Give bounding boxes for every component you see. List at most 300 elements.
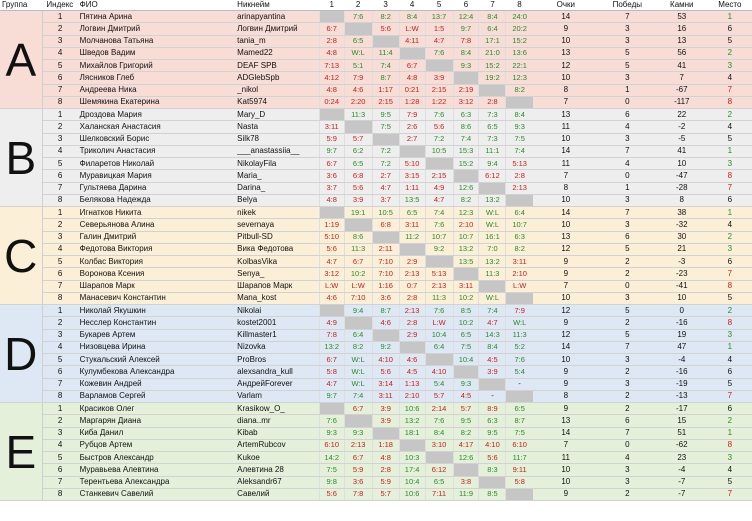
- score-cell[interactable]: [319, 207, 344, 219]
- points-cell[interactable]: 12: [533, 60, 599, 72]
- score-cell[interactable]: 3:9: [372, 415, 399, 427]
- score-cell[interactable]: 6:5: [506, 403, 533, 415]
- score-cell[interactable]: 5:7: [453, 403, 479, 415]
- wins-cell[interactable]: 2: [599, 317, 656, 329]
- score-cell[interactable]: 2:13: [425, 280, 453, 292]
- points-cell[interactable]: 12: [533, 329, 599, 341]
- wins-cell[interactable]: 4: [599, 452, 656, 464]
- score-cell[interactable]: 4:7: [425, 194, 453, 206]
- score-cell[interactable]: 14:2: [319, 452, 344, 464]
- score-cell[interactable]: [506, 96, 533, 108]
- score-cell[interactable]: 22:1: [506, 60, 533, 72]
- score-cell[interactable]: [425, 354, 453, 366]
- player-row[interactable]: [0, 464, 752, 476]
- score-cell[interactable]: 3:11: [399, 219, 425, 231]
- wins-cell[interactable]: 5: [599, 60, 656, 72]
- column-header[interactable]: Группа: [0, 0, 42, 11]
- score-cell[interactable]: 13:2: [319, 341, 344, 353]
- score-cell[interactable]: 2:20: [344, 96, 372, 108]
- points-cell[interactable]: 13: [533, 47, 599, 59]
- player-index-cell[interactable]: 4: [42, 439, 78, 451]
- score-cell[interactable]: 8:4: [506, 109, 533, 121]
- score-cell[interactable]: 4:6: [344, 84, 372, 96]
- score-cell[interactable]: 4:7: [372, 182, 399, 194]
- score-cell[interactable]: 1:11: [399, 182, 425, 194]
- score-cell[interactable]: [344, 23, 372, 35]
- score-cell[interactable]: 2:7: [399, 133, 425, 145]
- score-cell[interactable]: W:L: [344, 354, 372, 366]
- score-cell[interactable]: 6:4: [479, 23, 506, 35]
- score-cell[interactable]: 5:6: [319, 488, 344, 500]
- score-cell[interactable]: 10:4: [453, 354, 479, 366]
- score-cell[interactable]: 3:9: [479, 366, 506, 378]
- score-cell[interactable]: W:L: [506, 317, 533, 329]
- score-cell[interactable]: 6:3: [453, 109, 479, 121]
- score-cell[interactable]: 4:7: [425, 35, 453, 47]
- player-name-cell[interactable]: Кожевин Андрей: [78, 378, 236, 390]
- place-cell[interactable]: 4: [708, 219, 752, 231]
- score-cell[interactable]: 1:22: [425, 96, 453, 108]
- player-row[interactable]: [0, 170, 752, 182]
- stones-cell[interactable]: -13: [656, 390, 708, 402]
- points-cell[interactable]: 12: [533, 305, 599, 317]
- player-nick-cell[interactable]: ___anastassiia__: [235, 145, 319, 157]
- wins-cell[interactable]: 3: [599, 292, 656, 304]
- score-cell[interactable]: 5:9: [372, 476, 399, 488]
- score-cell[interactable]: 6:5: [399, 207, 425, 219]
- wins-cell[interactable]: 4: [599, 121, 656, 133]
- player-nick-cell[interactable]: Вика Федотова: [235, 243, 319, 255]
- score-cell[interactable]: 6:2: [344, 145, 372, 157]
- player-index-cell[interactable]: 6: [42, 366, 78, 378]
- column-header[interactable]: Камни: [656, 0, 708, 11]
- player-row[interactable]: [0, 292, 752, 304]
- score-cell[interactable]: 13:5: [399, 194, 425, 206]
- player-index-cell[interactable]: 5: [42, 158, 78, 170]
- player-index-cell[interactable]: 4: [42, 243, 78, 255]
- player-name-cell[interactable]: Красиков Олег: [78, 403, 236, 415]
- score-cell[interactable]: 6:7: [319, 158, 344, 170]
- player-index-cell[interactable]: 2: [42, 415, 78, 427]
- place-cell[interactable]: 5: [708, 378, 752, 390]
- stones-cell[interactable]: -47: [656, 170, 708, 182]
- place-cell[interactable]: 1: [708, 11, 752, 23]
- score-cell[interactable]: 9:4: [479, 158, 506, 170]
- score-cell[interactable]: 7:9: [399, 109, 425, 121]
- score-cell[interactable]: [506, 488, 533, 500]
- score-cell[interactable]: [344, 317, 372, 329]
- player-row[interactable]: [0, 452, 752, 464]
- score-cell[interactable]: 9:2: [425, 243, 453, 255]
- player-name-cell[interactable]: Николай Якушкин: [78, 305, 236, 317]
- stones-cell[interactable]: -4: [656, 464, 708, 476]
- wins-cell[interactable]: 5: [599, 329, 656, 341]
- points-cell[interactable]: 9: [533, 488, 599, 500]
- player-index-cell[interactable]: 5: [42, 256, 78, 268]
- score-cell[interactable]: 7:4: [372, 60, 399, 72]
- place-cell[interactable]: 8: [708, 280, 752, 292]
- score-cell[interactable]: 2:14: [425, 403, 453, 415]
- score-cell[interactable]: 8:7: [372, 305, 399, 317]
- stones-cell[interactable]: 10: [656, 292, 708, 304]
- player-nick-cell[interactable]: Kibab: [235, 427, 319, 439]
- score-cell[interactable]: 1:5: [425, 23, 453, 35]
- column-header[interactable]: Никнейм: [235, 0, 319, 11]
- player-nick-cell[interactable]: Krasikow_O_: [235, 403, 319, 415]
- score-cell[interactable]: 4:8: [319, 84, 344, 96]
- score-cell[interactable]: 12:4: [453, 11, 479, 23]
- points-cell[interactable]: 9: [533, 317, 599, 329]
- place-cell[interactable]: 4: [708, 354, 752, 366]
- player-nick-cell[interactable]: Killmaster1: [235, 329, 319, 341]
- place-cell[interactable]: 2: [708, 305, 752, 317]
- score-cell[interactable]: -: [506, 378, 533, 390]
- place-cell[interactable]: 8: [708, 317, 752, 329]
- score-cell[interactable]: 3:14: [372, 378, 399, 390]
- player-index-cell[interactable]: 3: [42, 231, 78, 243]
- wins-cell[interactable]: 3: [599, 354, 656, 366]
- player-row[interactable]: [0, 47, 752, 59]
- points-cell[interactable]: 11: [533, 121, 599, 133]
- place-cell[interactable]: 2: [708, 47, 752, 59]
- score-cell[interactable]: 5:7: [372, 488, 399, 500]
- player-nick-cell[interactable]: tania_m: [235, 35, 319, 47]
- player-row[interactable]: [0, 194, 752, 206]
- player-index-cell[interactable]: 1: [42, 305, 78, 317]
- player-name-cell[interactable]: Федотова Виктория: [78, 243, 236, 255]
- stones-cell[interactable]: 10: [656, 158, 708, 170]
- score-cell[interactable]: 10:7: [425, 231, 453, 243]
- player-index-cell[interactable]: 4: [42, 145, 78, 157]
- player-row[interactable]: [0, 317, 752, 329]
- score-cell[interactable]: [479, 84, 506, 96]
- score-cell[interactable]: 12:6: [453, 182, 479, 194]
- score-cell[interactable]: 2:8: [319, 35, 344, 47]
- score-cell[interactable]: 11:1: [479, 145, 506, 157]
- score-cell[interactable]: 7:10: [372, 268, 399, 280]
- score-cell[interactable]: 7:10: [344, 292, 372, 304]
- score-cell[interactable]: 9:3: [319, 427, 344, 439]
- score-cell[interactable]: 10:2: [453, 292, 479, 304]
- player-name-cell[interactable]: Филаретов Николай: [78, 158, 236, 170]
- score-cell[interactable]: 24:0: [506, 11, 533, 23]
- score-cell[interactable]: 8:4: [453, 47, 479, 59]
- stones-cell[interactable]: 16: [656, 23, 708, 35]
- score-cell[interactable]: 8:2: [506, 84, 533, 96]
- player-row[interactable]: [0, 23, 752, 35]
- place-cell[interactable]: 1: [708, 145, 752, 157]
- score-cell[interactable]: 6:7: [319, 354, 344, 366]
- score-cell[interactable]: 13:2: [399, 415, 425, 427]
- score-cell[interactable]: 14:3: [479, 329, 506, 341]
- player-name-cell[interactable]: Колбас Виктория: [78, 256, 236, 268]
- player-name-cell[interactable]: Шемякина Екатерина: [78, 96, 236, 108]
- score-cell[interactable]: 11:9: [453, 488, 479, 500]
- points-cell[interactable]: 9: [533, 378, 599, 390]
- player-row[interactable]: [0, 207, 752, 219]
- score-cell[interactable]: 7:13: [319, 60, 344, 72]
- score-cell[interactable]: 1:19: [319, 219, 344, 231]
- score-cell[interactable]: 3:7: [372, 194, 399, 206]
- player-row[interactable]: [0, 378, 752, 390]
- score-cell[interactable]: [399, 243, 425, 255]
- wins-cell[interactable]: 3: [599, 72, 656, 84]
- stones-cell[interactable]: 0: [656, 305, 708, 317]
- score-cell[interactable]: 8:5: [479, 488, 506, 500]
- score-cell[interactable]: 5:6: [425, 121, 453, 133]
- score-cell[interactable]: 7:4: [344, 390, 372, 402]
- player-nick-cell[interactable]: Senya_: [235, 268, 319, 280]
- place-cell[interactable]: 2: [708, 231, 752, 243]
- score-cell[interactable]: 13:2: [453, 243, 479, 255]
- player-index-cell[interactable]: 7: [42, 378, 78, 390]
- player-name-cell[interactable]: Станкевич Савелий: [78, 488, 236, 500]
- score-cell[interactable]: 3:15: [399, 170, 425, 182]
- place-cell[interactable]: 5: [708, 476, 752, 488]
- stones-cell[interactable]: 21: [656, 243, 708, 255]
- score-cell[interactable]: [506, 292, 533, 304]
- score-cell[interactable]: 6:4: [344, 329, 372, 341]
- score-cell[interactable]: 15:2: [479, 60, 506, 72]
- score-cell[interactable]: 7:5: [319, 464, 344, 476]
- score-cell[interactable]: 10:4: [399, 476, 425, 488]
- score-cell[interactable]: 10:5: [425, 145, 453, 157]
- score-cell[interactable]: 4:12: [319, 72, 344, 84]
- score-cell[interactable]: 3:12: [453, 96, 479, 108]
- wins-cell[interactable]: 5: [599, 47, 656, 59]
- stones-cell[interactable]: 41: [656, 60, 708, 72]
- score-cell[interactable]: 3:10: [425, 439, 453, 451]
- score-cell[interactable]: 6:10: [506, 439, 533, 451]
- player-row[interactable]: [0, 256, 752, 268]
- score-cell[interactable]: 7:8: [319, 329, 344, 341]
- player-name-cell[interactable]: Гультяева Дарина: [78, 182, 236, 194]
- score-cell[interactable]: 5:7: [425, 390, 453, 402]
- place-cell[interactable]: 1: [708, 207, 752, 219]
- place-cell[interactable]: 5: [708, 292, 752, 304]
- player-name-cell[interactable]: Белякова Надежда: [78, 194, 236, 206]
- player-name-cell[interactable]: Киба Данил: [78, 427, 236, 439]
- score-cell[interactable]: 4:6: [372, 317, 399, 329]
- score-cell[interactable]: 6:7: [319, 23, 344, 35]
- score-cell[interactable]: 3:7: [319, 182, 344, 194]
- player-nick-cell[interactable]: Савелий: [235, 488, 319, 500]
- score-cell[interactable]: 7:2: [425, 133, 453, 145]
- player-name-cell[interactable]: Быстров Александр: [78, 452, 236, 464]
- score-cell[interactable]: [319, 305, 344, 317]
- score-cell[interactable]: W:L: [344, 366, 372, 378]
- player-row[interactable]: [0, 329, 752, 341]
- score-cell[interactable]: 6:10: [319, 439, 344, 451]
- player-row[interactable]: [0, 72, 752, 84]
- score-cell[interactable]: 2:9: [399, 329, 425, 341]
- points-cell[interactable]: 9: [533, 23, 599, 35]
- place-cell[interactable]: 7: [708, 390, 752, 402]
- player-row[interactable]: [0, 427, 752, 439]
- player-index-cell[interactable]: 4: [42, 47, 78, 59]
- score-cell[interactable]: 11:3: [479, 268, 506, 280]
- score-cell[interactable]: 19:1: [344, 207, 372, 219]
- score-cell[interactable]: 7:3: [479, 109, 506, 121]
- place-cell[interactable]: 4: [708, 464, 752, 476]
- score-cell[interactable]: 2:13: [506, 182, 533, 194]
- player-name-cell[interactable]: Дроздова Мария: [78, 109, 236, 121]
- player-row[interactable]: [0, 354, 752, 366]
- score-cell[interactable]: 5:10: [399, 158, 425, 170]
- score-cell[interactable]: 0:7: [399, 280, 425, 292]
- score-cell[interactable]: 5:2: [506, 341, 533, 353]
- player-nick-cell[interactable]: АндрейForever: [235, 378, 319, 390]
- place-cell[interactable]: 8: [708, 96, 752, 108]
- score-cell[interactable]: 7:5: [506, 133, 533, 145]
- points-cell[interactable]: 11: [533, 452, 599, 464]
- player-row[interactable]: [0, 84, 752, 96]
- score-cell[interactable]: 7:6: [506, 354, 533, 366]
- score-cell[interactable]: 6:3: [479, 415, 506, 427]
- score-cell[interactable]: 7:6: [425, 219, 453, 231]
- points-cell[interactable]: 13: [533, 415, 599, 427]
- score-cell[interactable]: 8:9: [479, 403, 506, 415]
- score-cell[interactable]: [344, 415, 372, 427]
- score-cell[interactable]: 2:6: [399, 121, 425, 133]
- score-cell[interactable]: L:W: [344, 280, 372, 292]
- score-cell[interactable]: 7:4: [479, 305, 506, 317]
- score-cell[interactable]: 6:5: [344, 158, 372, 170]
- score-cell[interactable]: 5:4: [506, 366, 533, 378]
- player-index-cell[interactable]: 8: [42, 194, 78, 206]
- player-index-cell[interactable]: 5: [42, 60, 78, 72]
- points-cell[interactable]: 9: [533, 366, 599, 378]
- score-cell[interactable]: 3:6: [372, 292, 399, 304]
- score-cell[interactable]: 8:7: [506, 415, 533, 427]
- score-cell[interactable]: 6:8: [344, 170, 372, 182]
- player-index-cell[interactable]: 6: [42, 72, 78, 84]
- score-cell[interactable]: 3:6: [319, 170, 344, 182]
- score-cell[interactable]: [319, 403, 344, 415]
- place-cell[interactable]: 6: [708, 256, 752, 268]
- place-cell[interactable]: 2: [708, 109, 752, 121]
- score-cell[interactable]: [453, 170, 479, 182]
- stones-cell[interactable]: -23: [656, 268, 708, 280]
- score-cell[interactable]: 1:28: [399, 96, 425, 108]
- score-cell[interactable]: 6:4: [425, 341, 453, 353]
- score-cell[interactable]: 10:7: [506, 219, 533, 231]
- player-row[interactable]: [0, 341, 752, 353]
- wins-cell[interactable]: 0: [599, 280, 656, 292]
- score-cell[interactable]: [425, 256, 453, 268]
- score-cell[interactable]: 10:2: [344, 268, 372, 280]
- place-cell[interactable]: 1: [708, 341, 752, 353]
- score-cell[interactable]: 5:6: [319, 243, 344, 255]
- player-name-cell[interactable]: Кулумбекова Александра: [78, 366, 236, 378]
- score-cell[interactable]: 4:11: [399, 35, 425, 47]
- place-cell[interactable]: 4: [708, 72, 752, 84]
- score-cell[interactable]: 13:5: [453, 256, 479, 268]
- player-name-cell[interactable]: Шарапов Марк: [78, 280, 236, 292]
- points-cell[interactable]: 14: [533, 341, 599, 353]
- player-nick-cell[interactable]: NikolayFila: [235, 158, 319, 170]
- score-cell[interactable]: 2:10: [506, 268, 533, 280]
- score-cell[interactable]: 2:15: [372, 96, 399, 108]
- player-index-cell[interactable]: 5: [42, 452, 78, 464]
- score-cell[interactable]: 4:7: [479, 317, 506, 329]
- score-cell[interactable]: 6:7: [344, 452, 372, 464]
- score-cell[interactable]: W:L: [344, 47, 372, 59]
- score-cell[interactable]: 8:3: [479, 464, 506, 476]
- score-cell[interactable]: 9:7: [319, 390, 344, 402]
- wins-cell[interactable]: 3: [599, 194, 656, 206]
- score-cell[interactable]: 5:7: [344, 133, 372, 145]
- player-name-cell[interactable]: Стукальский Алексей: [78, 354, 236, 366]
- points-cell[interactable]: 10: [533, 292, 599, 304]
- score-cell[interactable]: 7:4: [425, 207, 453, 219]
- score-cell[interactable]: 4:10: [372, 354, 399, 366]
- column-header[interactable]: 2: [344, 0, 372, 11]
- place-cell[interactable]: 4: [708, 121, 752, 133]
- player-name-cell[interactable]: Терентьева Александра: [78, 476, 236, 488]
- wins-cell[interactable]: 3: [599, 35, 656, 47]
- player-nick-cell[interactable]: Varlam: [235, 390, 319, 402]
- stones-cell[interactable]: -19: [656, 378, 708, 390]
- stones-cell[interactable]: 47: [656, 341, 708, 353]
- score-cell[interactable]: 5:1: [344, 60, 372, 72]
- player-nick-cell[interactable]: Mana_kost: [235, 292, 319, 304]
- score-cell[interactable]: [372, 231, 399, 243]
- wins-cell[interactable]: 0: [599, 439, 656, 451]
- score-cell[interactable]: 1:18: [372, 439, 399, 451]
- score-cell[interactable]: 5:8: [319, 366, 344, 378]
- score-cell[interactable]: 8:2: [506, 243, 533, 255]
- score-cell[interactable]: 9:11: [506, 464, 533, 476]
- player-name-cell[interactable]: Андреева Ника: [78, 84, 236, 96]
- wins-cell[interactable]: 3: [599, 476, 656, 488]
- column-header[interactable]: 8: [506, 0, 533, 11]
- player-index-cell[interactable]: 4: [42, 341, 78, 353]
- score-cell[interactable]: L:W: [399, 23, 425, 35]
- score-cell[interactable]: [425, 452, 453, 464]
- score-cell[interactable]: 4:8: [319, 47, 344, 59]
- score-cell[interactable]: 7:6: [425, 415, 453, 427]
- score-cell[interactable]: 5:13: [425, 268, 453, 280]
- wins-cell[interactable]: 3: [599, 378, 656, 390]
- score-cell[interactable]: 2:11: [372, 243, 399, 255]
- score-cell[interactable]: 10:5: [372, 207, 399, 219]
- wins-cell[interactable]: 3: [599, 219, 656, 231]
- place-cell[interactable]: 7: [708, 488, 752, 500]
- score-cell[interactable]: 13:2: [479, 194, 506, 206]
- score-cell[interactable]: 2:10: [399, 390, 425, 402]
- score-cell[interactable]: 3:11: [453, 280, 479, 292]
- wins-cell[interactable]: 7: [599, 207, 656, 219]
- points-cell[interactable]: 10: [533, 35, 599, 47]
- column-header[interactable]: Победы: [599, 0, 656, 11]
- score-cell[interactable]: 12:3: [453, 207, 479, 219]
- score-cell[interactable]: 8:7: [372, 72, 399, 84]
- score-cell[interactable]: 8:4: [479, 11, 506, 23]
- score-cell[interactable]: 13:2: [479, 256, 506, 268]
- points-cell[interactable]: 8: [533, 84, 599, 96]
- place-cell[interactable]: 3: [708, 329, 752, 341]
- points-cell[interactable]: 9: [533, 403, 599, 415]
- column-header[interactable]: 5: [425, 0, 453, 11]
- score-cell[interactable]: 6:4: [506, 207, 533, 219]
- score-cell[interactable]: 9:7: [319, 145, 344, 157]
- player-index-cell[interactable]: 3: [42, 427, 78, 439]
- place-cell[interactable]: 3: [708, 158, 752, 170]
- wins-cell[interactable]: 2: [599, 256, 656, 268]
- score-cell[interactable]: [372, 133, 399, 145]
- stones-cell[interactable]: -117: [656, 96, 708, 108]
